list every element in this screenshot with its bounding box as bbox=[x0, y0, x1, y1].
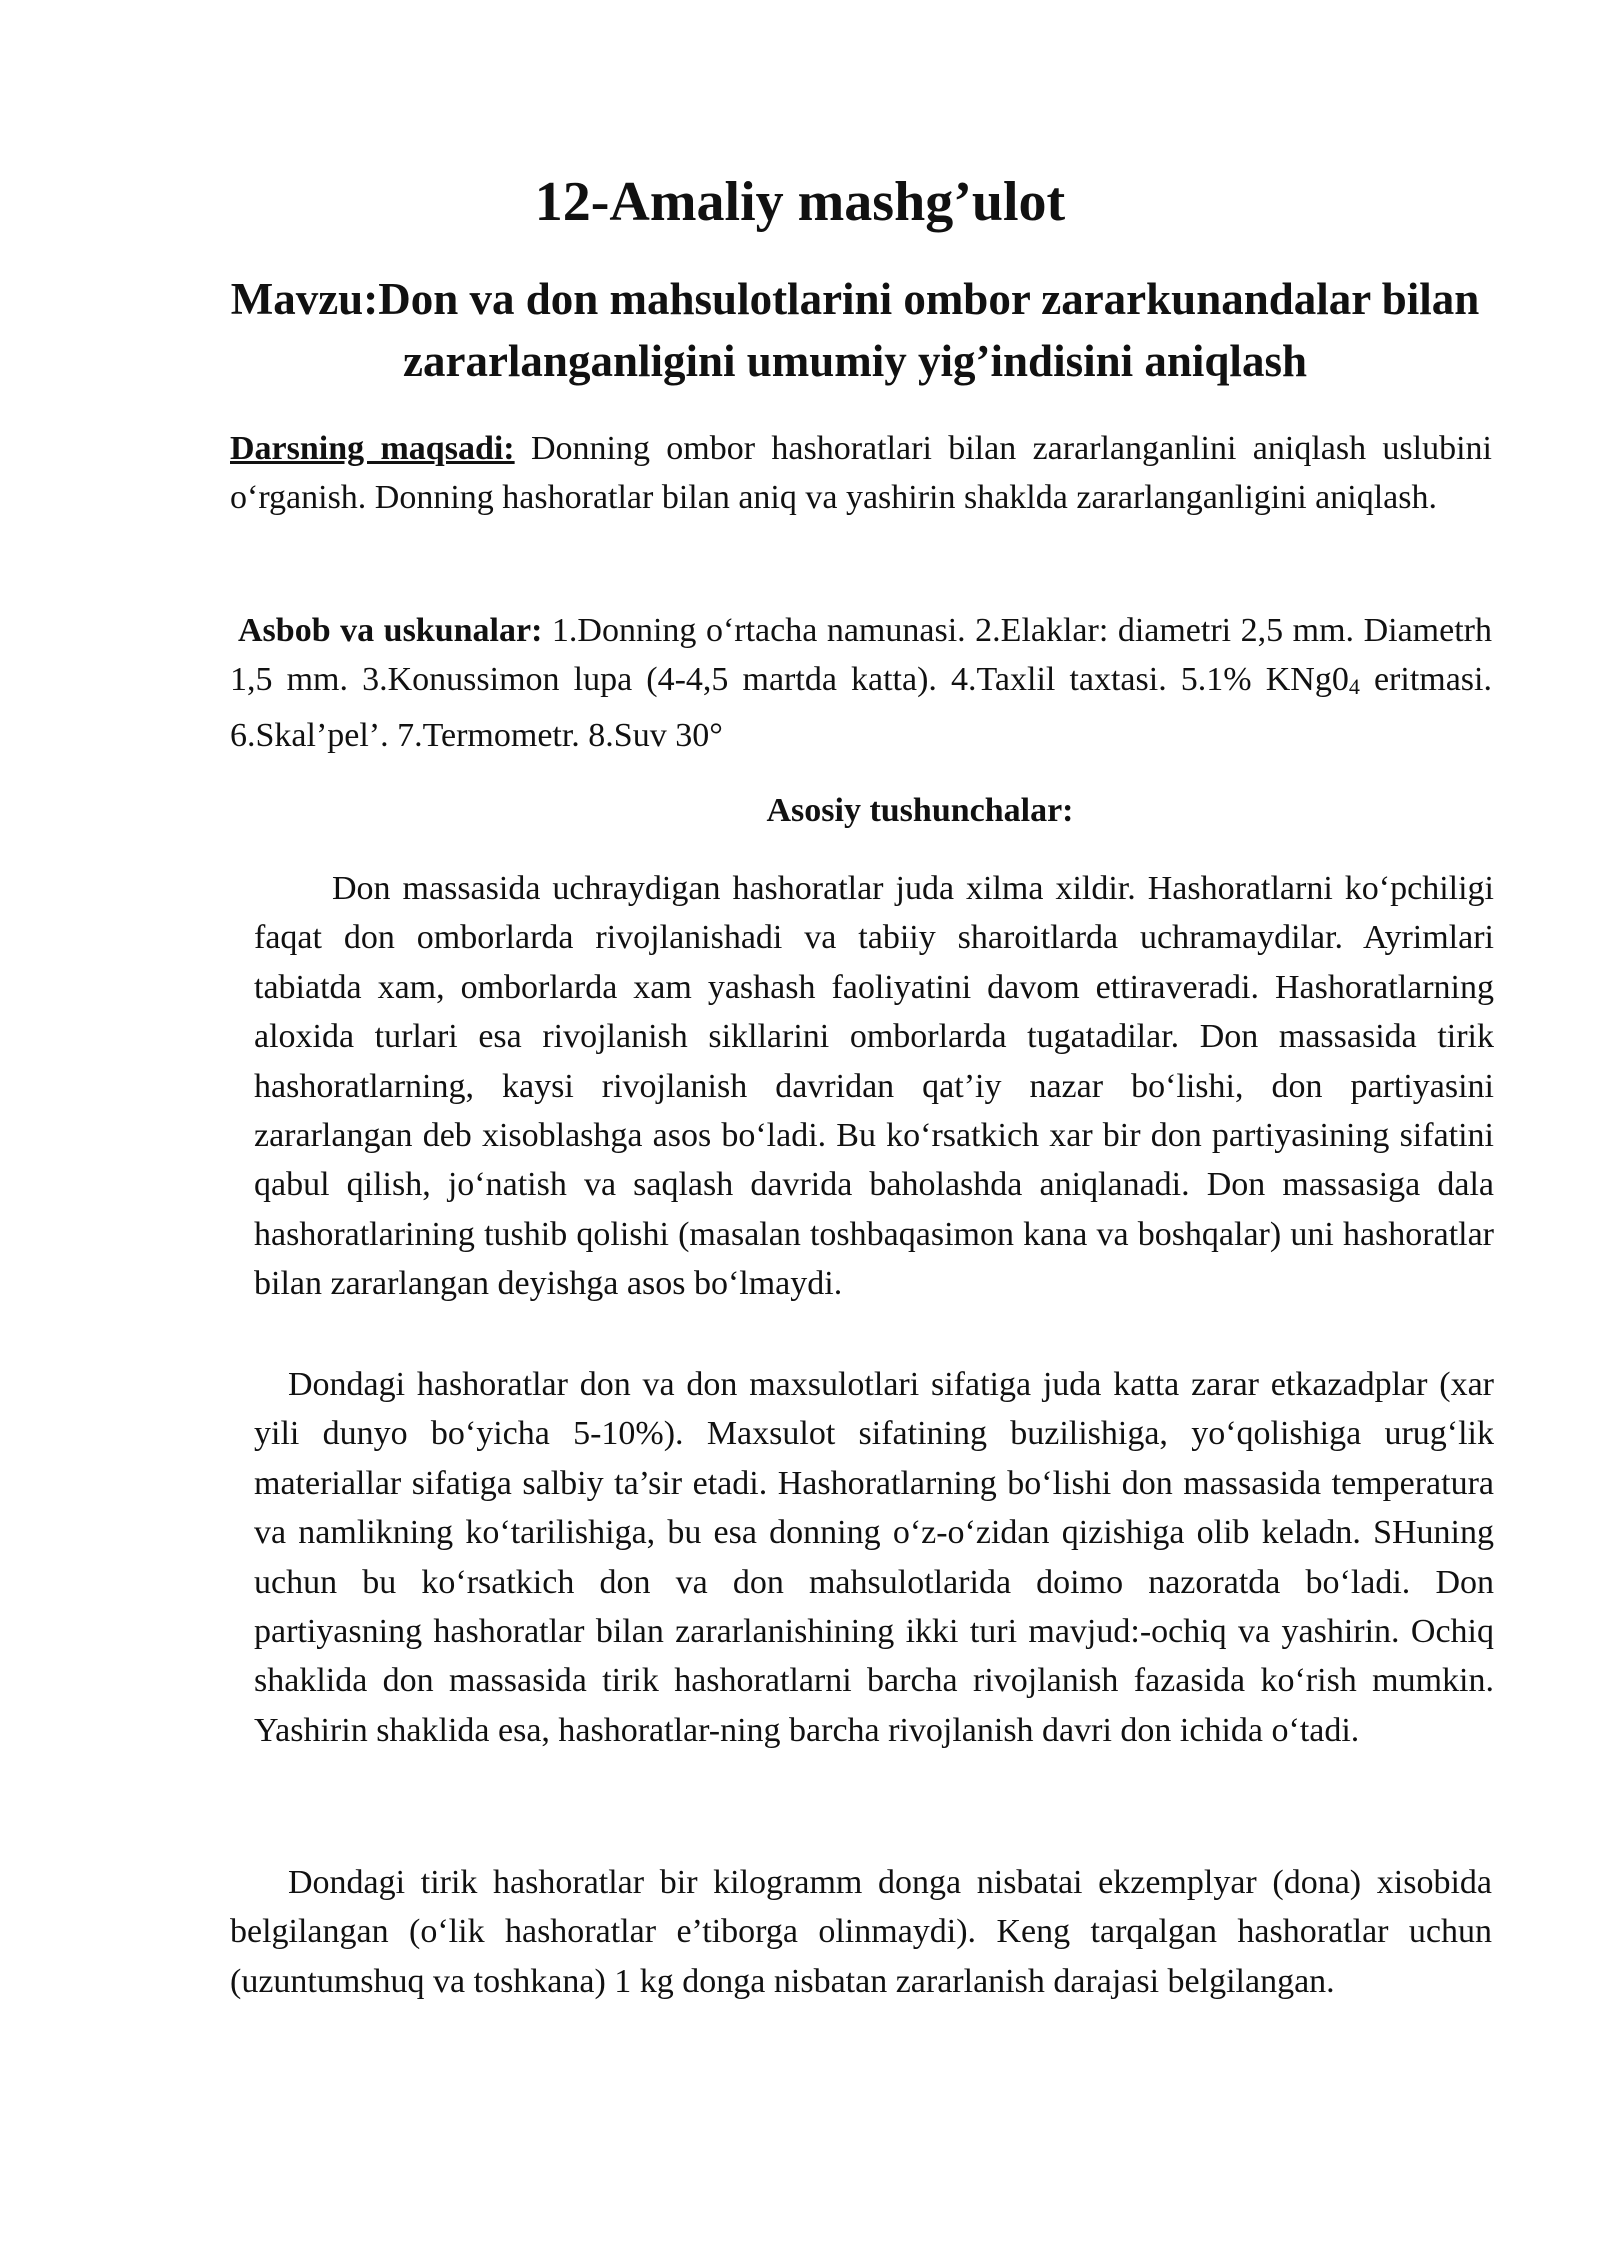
concepts-heading: Asosiy tushunchalar: bbox=[766, 792, 1074, 829]
topic-heading: Mavzu:Don va don mahsulotlarini ombor zararkunandalar bilan zararlanganligini umumiy yig’indisini aniqlash bbox=[230, 274, 1480, 386]
aim-text: Donning ombor hashoratlari bilan zararlanganlini aniqlash uslubini o‘rganish. Donning hashoratlar bilan aniq va yashirin shaklda zararlanganligini aniqlash. bbox=[230, 430, 1493, 516]
body-paragraph-3: Dondagi tirik hashoratlar bir kilogramm donga nisbatai ekzemplyar (dona) xisobida belgilangan (o‘lik hashoratlar e’tiborga olinmaydi). Keng tarqalgan hashoratlar uchun (uzuntumshuq va toshkana) 1 kg donga nisbatan zararlanish darajasi belgilangan. bbox=[230, 1864, 1492, 2000]
tools-text: 1.Donning o‘rtacha namunasi. 2.Elaklar: diametri 2,5 mm. Diametrh 1,5 mm. 3.Konussimon lupa (4-4,5 martda katta). 4.Taxlil taxtasi. 5.1% KNg0 bbox=[230, 612, 1492, 698]
tools-label: Asbob va uskunalar: bbox=[238, 612, 543, 649]
aim-paragraph bbox=[230, 424, 1492, 522]
tools-subscript: 4 bbox=[1348, 674, 1360, 699]
body-paragraph-2: Dondagi hashoratlar don va don maxsulotlari sifatiga juda katta zarar etkazadplar (xar yili dunyo bo‘yicha 5-10%). Maxsulot sifatining buzilishiga, yo‘qolishiga urug‘lik materiallar sifatiga salbiy ta’sir etadi. Hashoratlarning bo‘lishi don massasida temperatura va namlikning ko‘tarilishiga, bu esa donning o‘z-o‘zidan qizishiga olib keladn. SHuning uchun bu ko‘rsatkich don va don mahsulotlarida doimo nazoratda bo‘ladi. Don partiyasning hashoratlar bilan zararlanishining ikki turi mavjud:-ochiq va yashirin. Ochiq shaklida don massasida tirik hashoratlarni barcha rivojlanish fazasida ko‘rish mumkin. Yashirin shaklida esa, hashoratlar-ning barcha rivojlanish davri don ichida o‘tadi. bbox=[254, 1366, 1494, 1749]
aim-label: Darsning maqsadi: bbox=[230, 430, 515, 467]
body-paragraph-1: Don massasida uchraydigan hashoratlar juda xilma xildir. Hashoratlarni ko‘pchiligi faqat don omborlarda rivojlanishadi va tabiiy sharoitlarda uchramaydilar. Ayrimlari tabiatda xam, omborlarda xam yashash faoliyatini davom ettiraveradi. Hashoratlarning aloxida turlari esa rivojlanish sikllarini omborlarda tugatadilar. Don massasida tirik hashoratlarning, kaysi rivojlanish davridan qat’iy nazar bo‘lishi, don partiyasini zararlangan deb xisoblashga asos bo‘ladi. Bu ko‘rsatkich xar bir don partiyasining sifatini qabul qilish, jo‘natish va saqlash davrida baholashda aniqlanadi. Don massasiga dala hashoratlarining tushib qolishi (masalan toshbaqasimon kana va boshqalar) uni hashoratlar bilan zararlangan deyishga asos bo‘lmaydi. bbox=[254, 870, 1494, 1303]
tools-paragraph bbox=[230, 606, 1492, 760]
document-title: 12-Amaliy mashg’ulot bbox=[534, 171, 1066, 233]
tools-text-end: eritmasi. 6.Skal’pel’. 7.Termometr. 8.Suv 30° bbox=[230, 661, 1492, 754]
